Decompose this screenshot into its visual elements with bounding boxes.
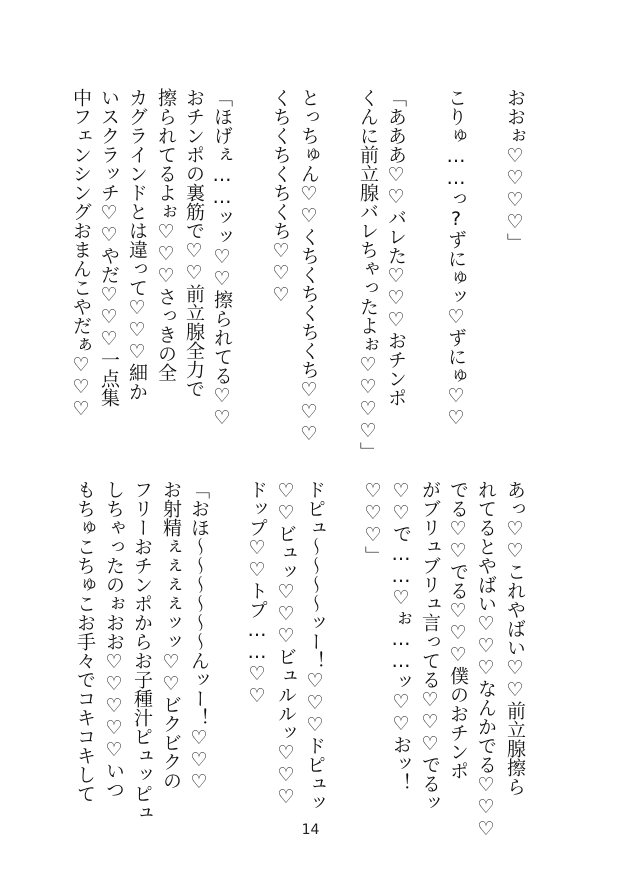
text-column-lower-7: ドピュ～～～～ッー！♡♡♡ドピュッ: [304, 480, 326, 812]
text-column-upper-10: カグラインドとは違って♡♡♡細か: [126, 88, 148, 401]
text-column-upper-4: くんに前立腺バレちゃったよぉ♡♡♡♡」: [357, 88, 379, 461]
text-column-lower-13: しちゃったのぉおお♡♡♡♡♡いつ: [103, 480, 125, 799]
text-column-upper-11: いスクラッチ♡♡やだ♡♡♡一点集: [98, 88, 120, 407]
text-column-lower-10: 「おほ～～～～～～んッー！♡♡♡: [188, 480, 210, 793]
text-column-lower-9: ドップ♡♡トプ……♡♡: [246, 480, 268, 707]
text-column-lower-11: お射精ぇぇぇぇッッ♡♡ビクビクの: [160, 480, 182, 790]
page-number: 14: [301, 822, 320, 838]
text-column-lower-14: もちゅこちゅこお手々でコキコキして: [74, 480, 96, 803]
text-column-upper-5: とっちゅん♡♡くちくちくちくち♡♡♡: [298, 88, 320, 445]
text-column-lower-12: フリーおチンポからお子種汁ピュッピュ: [131, 480, 153, 822]
text-column-upper-2: こりゅ……っ?ずにゅッ♡ずにゅ♡♡: [445, 88, 467, 429]
text-column-lower-4: がブリュブリュ言ってる♡♡♡でるッ: [419, 480, 441, 812]
text-column-upper-1: おおぉ♡♡♡♡」: [504, 88, 526, 252]
text-column-lower-3: でる♡♡でる♡♡♡僕のおチンポ: [447, 480, 469, 780]
text-column-upper-8: おチンポの裏筋で♡♡前立腺全力で: [183, 88, 205, 398]
text-column-upper-3: 「あああ♡♡バレた♡♡♡おチンポ: [385, 88, 407, 407]
text-column-lower-1: あっ♡♡これやばい♡♡前立腺擦ら: [504, 480, 526, 796]
text-column-lower-2: れてるとやばい♡♡♡なんかでる♡♡♡: [475, 480, 497, 840]
text-column-upper-6: くちくちくちくち♡♡♡: [270, 88, 292, 306]
text-column-lower-8: ♡♡ビュッ♡♡♡ビュルルッ♡♡♡: [275, 480, 297, 808]
text-column-lower-6: ♡♡♡」: [362, 480, 384, 565]
text-column-lower-5: ♡♡で……♡ぉ……ッ♡♡おッ！: [390, 480, 412, 792]
text-column-upper-7: 「ほげぇ……ッッ♡♡擦られてる♡♡: [211, 88, 233, 429]
text-column-upper-9: 擦られてるよぉ♡♡♡さっきの全: [155, 88, 177, 382]
text-column-upper-12: 中フェンシングおまんこやだぁ♡♡♡: [70, 88, 92, 420]
